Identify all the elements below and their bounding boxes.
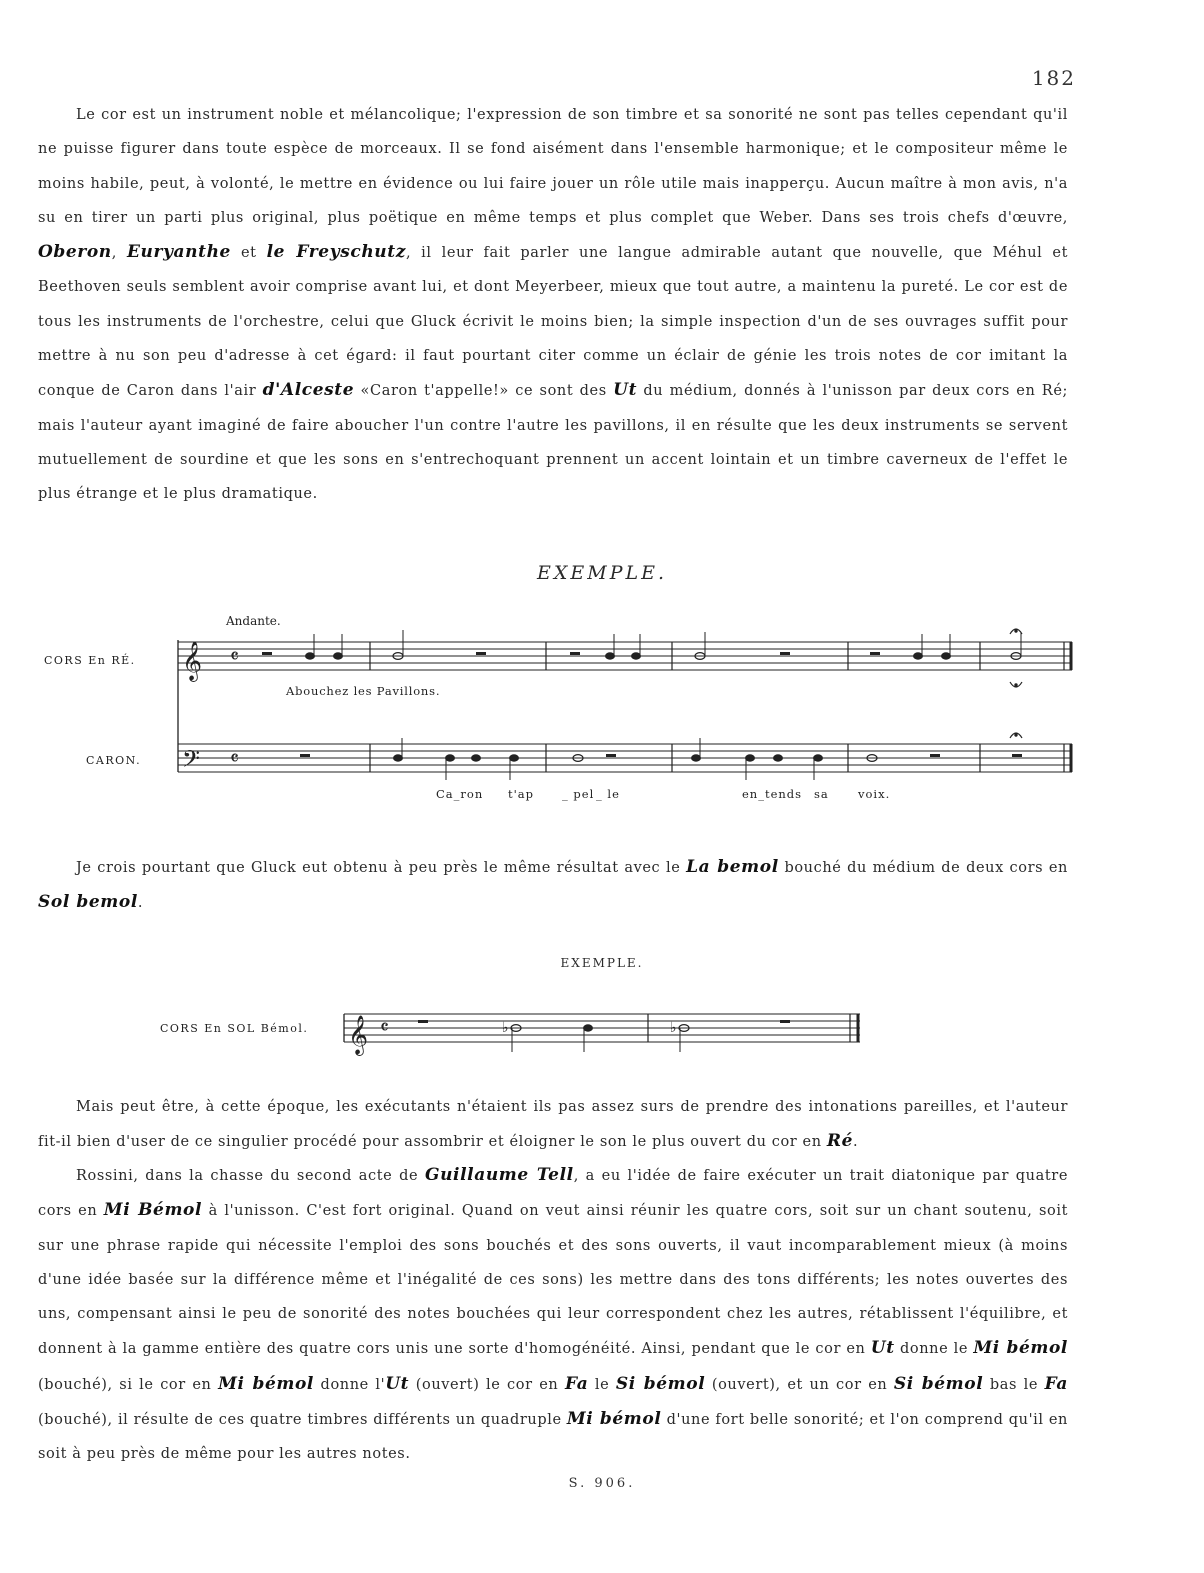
lyric-syllable: t'ap [508,787,535,801]
example-2-score [344,1014,860,1052]
staff-label-voice: CARON. [86,754,142,767]
page-number: 182 [1031,66,1076,90]
example-1-score [178,629,1072,780]
lyric-syllable: en_tends [742,787,803,801]
text-run: Le cor est un instrument noble et mélancolique; l'expression de son timbre et sa sonorité ne sont pas telles cependant qu'il ne puisse figurer dans toute espèce de morceaux. Il se fond aisément dans l'ensemble harmonique; et le compositeur même le moins habile, peut, à volonté, le mettre en évidence ou lui faire jouer un rôle utile mais inapperçu. Aucun maître à mon avis, n'a su en tirer un parti plus original, plus poëtique en même temps et plus complet que Weber. Dans ses trois chefs d'œuvre, [38,107,1068,226]
emphasized-text: Guillaume Tell [424,1165,574,1185]
text-run: , a eu l'idée de faire exécuter un trait diatonique par quatre cors en [38,1168,1068,1220]
emphasized-text: Mi bémol [973,1338,1068,1359]
text-run: , [111,245,127,262]
horn-notes [262,629,1022,687]
barlines [370,642,1071,772]
plate-number: S. 906. [568,1476,636,1491]
paragraph-horn-character [38,98,1068,512]
emphasized-text: Fa [1044,1373,1068,1394]
emphasized-text: Ut [613,380,638,401]
emphasized-text: La bemol [686,857,779,877]
emphasized-text: Mi bémol [566,1409,662,1430]
staff-label-horns: CORS En RÉ. [44,654,136,667]
emphasized-text: Ut [870,1338,895,1359]
text-run: (bouché), si le cor en [38,1376,219,1393]
text-run: et [230,245,267,262]
voice-staff [178,744,1072,772]
common-time-icon: 𝄴 [380,1015,389,1039]
emphasized-text: Si bémol [893,1373,984,1394]
emphasized-text: Mi Bémol [103,1200,203,1221]
paragraph-executants [38,1090,1068,1160]
text-run: (bouché), il résulte de ces quatre timbres différents un quadruple [38,1412,567,1429]
text-run: du médium, donnés à l'unisson par deux cors en Ré; mais l'auteur ayant imaginé de faire aboucher l'un contre l'autre les pavillons, il en résulte que les deux instruments se servent mutuellement de sourdine et que les sons en s'entrechoquant prennent un accent lointain et un timbre caverneux de l'effet le plus étrange et le plus dramatique. [38,383,1068,503]
emphasized-text: Fa [564,1373,589,1394]
emphasized-text: Si bémol [615,1373,706,1394]
lyric-syllable: _ le [596,787,620,801]
text-run: . [853,1134,859,1151]
treble-clef-icon: 𝄞 [182,641,203,681]
voice-notes [300,733,1022,780]
paragraph-gluck-la-bemol [38,850,1068,921]
text-run: «Caron t'appelle!» ce sont des [354,383,614,400]
lyric-syllable: Ca_ron [436,787,484,801]
emphasized-text: Oberon [38,242,112,263]
emphasized-text: le Freyschutz [266,242,406,263]
emphasized-text: Ut [385,1373,410,1394]
lyric-syllable: sa [814,787,829,801]
tempo-marking: Andante. [226,614,281,628]
emphasized-text: d'Alceste [262,380,355,401]
bass-clef-icon: 𝄢 [182,745,201,778]
text-run: (ouvert) le cor en [409,1376,565,1393]
text-run: . [137,895,144,912]
text-run: bas le [983,1376,1045,1393]
text-run: , il leur fait parler une langue admirable autant que nouvelle, que Méhul et Beethoven seuls semblent avoir comprise avant lui, et dont Meyerbeer, mieux que tout autre, a maintenu la pureté. Le cor est de tous les instruments de l'orchestre, celui que Gluck écrivit le moins bien; la simple inspection d'un de ses ouvrages suffit pour mettre à nu son peu d'adresse à cet égard: il faut pourtant citer comme un éclair de génie les trois notes de cor imitant la conque de Caron dans l'air [38,245,1068,400]
text-run: donne l' [313,1376,386,1393]
text-run: donne le [894,1341,974,1358]
emphasized-text: Mi bémol [218,1373,314,1394]
text-run: Rossini, dans la chasse du second acte de [76,1168,425,1184]
staff-label-horns-sol: CORS En SOL Bémol. [160,1022,309,1035]
paragraph-rossini [38,1158,1068,1472]
flat-icon: ♭ [670,1020,677,1036]
emphasized-text: Euryanthe [127,242,231,263]
text-run: le [588,1376,616,1393]
horn-staff [178,642,1072,670]
text-run: à l'unisson. C'est fort original. Quand on veut ainsi réunir les quatre cors, soit sur un chant soutenu, soit sur une phrase rapide qui nécessite l'emploi des sons bouchés et des sons ouverts, il vaut incomparablement mieux (à moins d'une idée basée sur la différence même et l'inégalité de ces sons) les mettre dans des tons différents; les notes ouvertes des uns, compensant ainsi le peu de sonorité des notes bouchées qui leur correspondent chez les autres, rétablissent l'équilibre, et donnent à la gamme entière des quatre cors unis une sorte d'homogénéité. Ainsi, pendant que le cor en [38,1203,1068,1358]
flat-icon: ♭ [502,1020,509,1036]
performance-direction: Abouchez les Pavillons. [286,684,441,698]
common-time-icon: 𝄴 [230,644,239,668]
text-run: Mais peut être, à cette époque, les exécutants n'étaient ils pas assez surs de prendre des intonations pareilles, et l'auteur fit-il bien d'user de ce singulier procédé pour assombrir et éloigner le son le plus ouvert du cor en [38,1099,1068,1151]
emphasized-text: Sol bemol [38,892,138,913]
text-run: bouché du médium de deux cors en [778,860,1068,876]
example-heading-2: EXEMPLE. [560,956,644,970]
example-heading-1: EXEMPLE. [536,562,668,584]
treble-clef-icon: 𝄞 [348,1015,369,1055]
text-run: (ouvert), et un cor en [705,1376,894,1393]
lyric-syllable: _ pel [562,787,595,801]
lyric-syllable: voix. [858,787,891,801]
text-run: d'une fort belle sonorité; et l'on comprend qu'il en soit à peu près de même pour les autres notes. [38,1412,1069,1463]
text-run: Je crois pourtant que Gluck eut obtenu à peu près le même résultat avec le [76,860,687,876]
common-time-icon: 𝄴 [230,746,239,770]
emphasized-text: Ré [826,1131,853,1152]
